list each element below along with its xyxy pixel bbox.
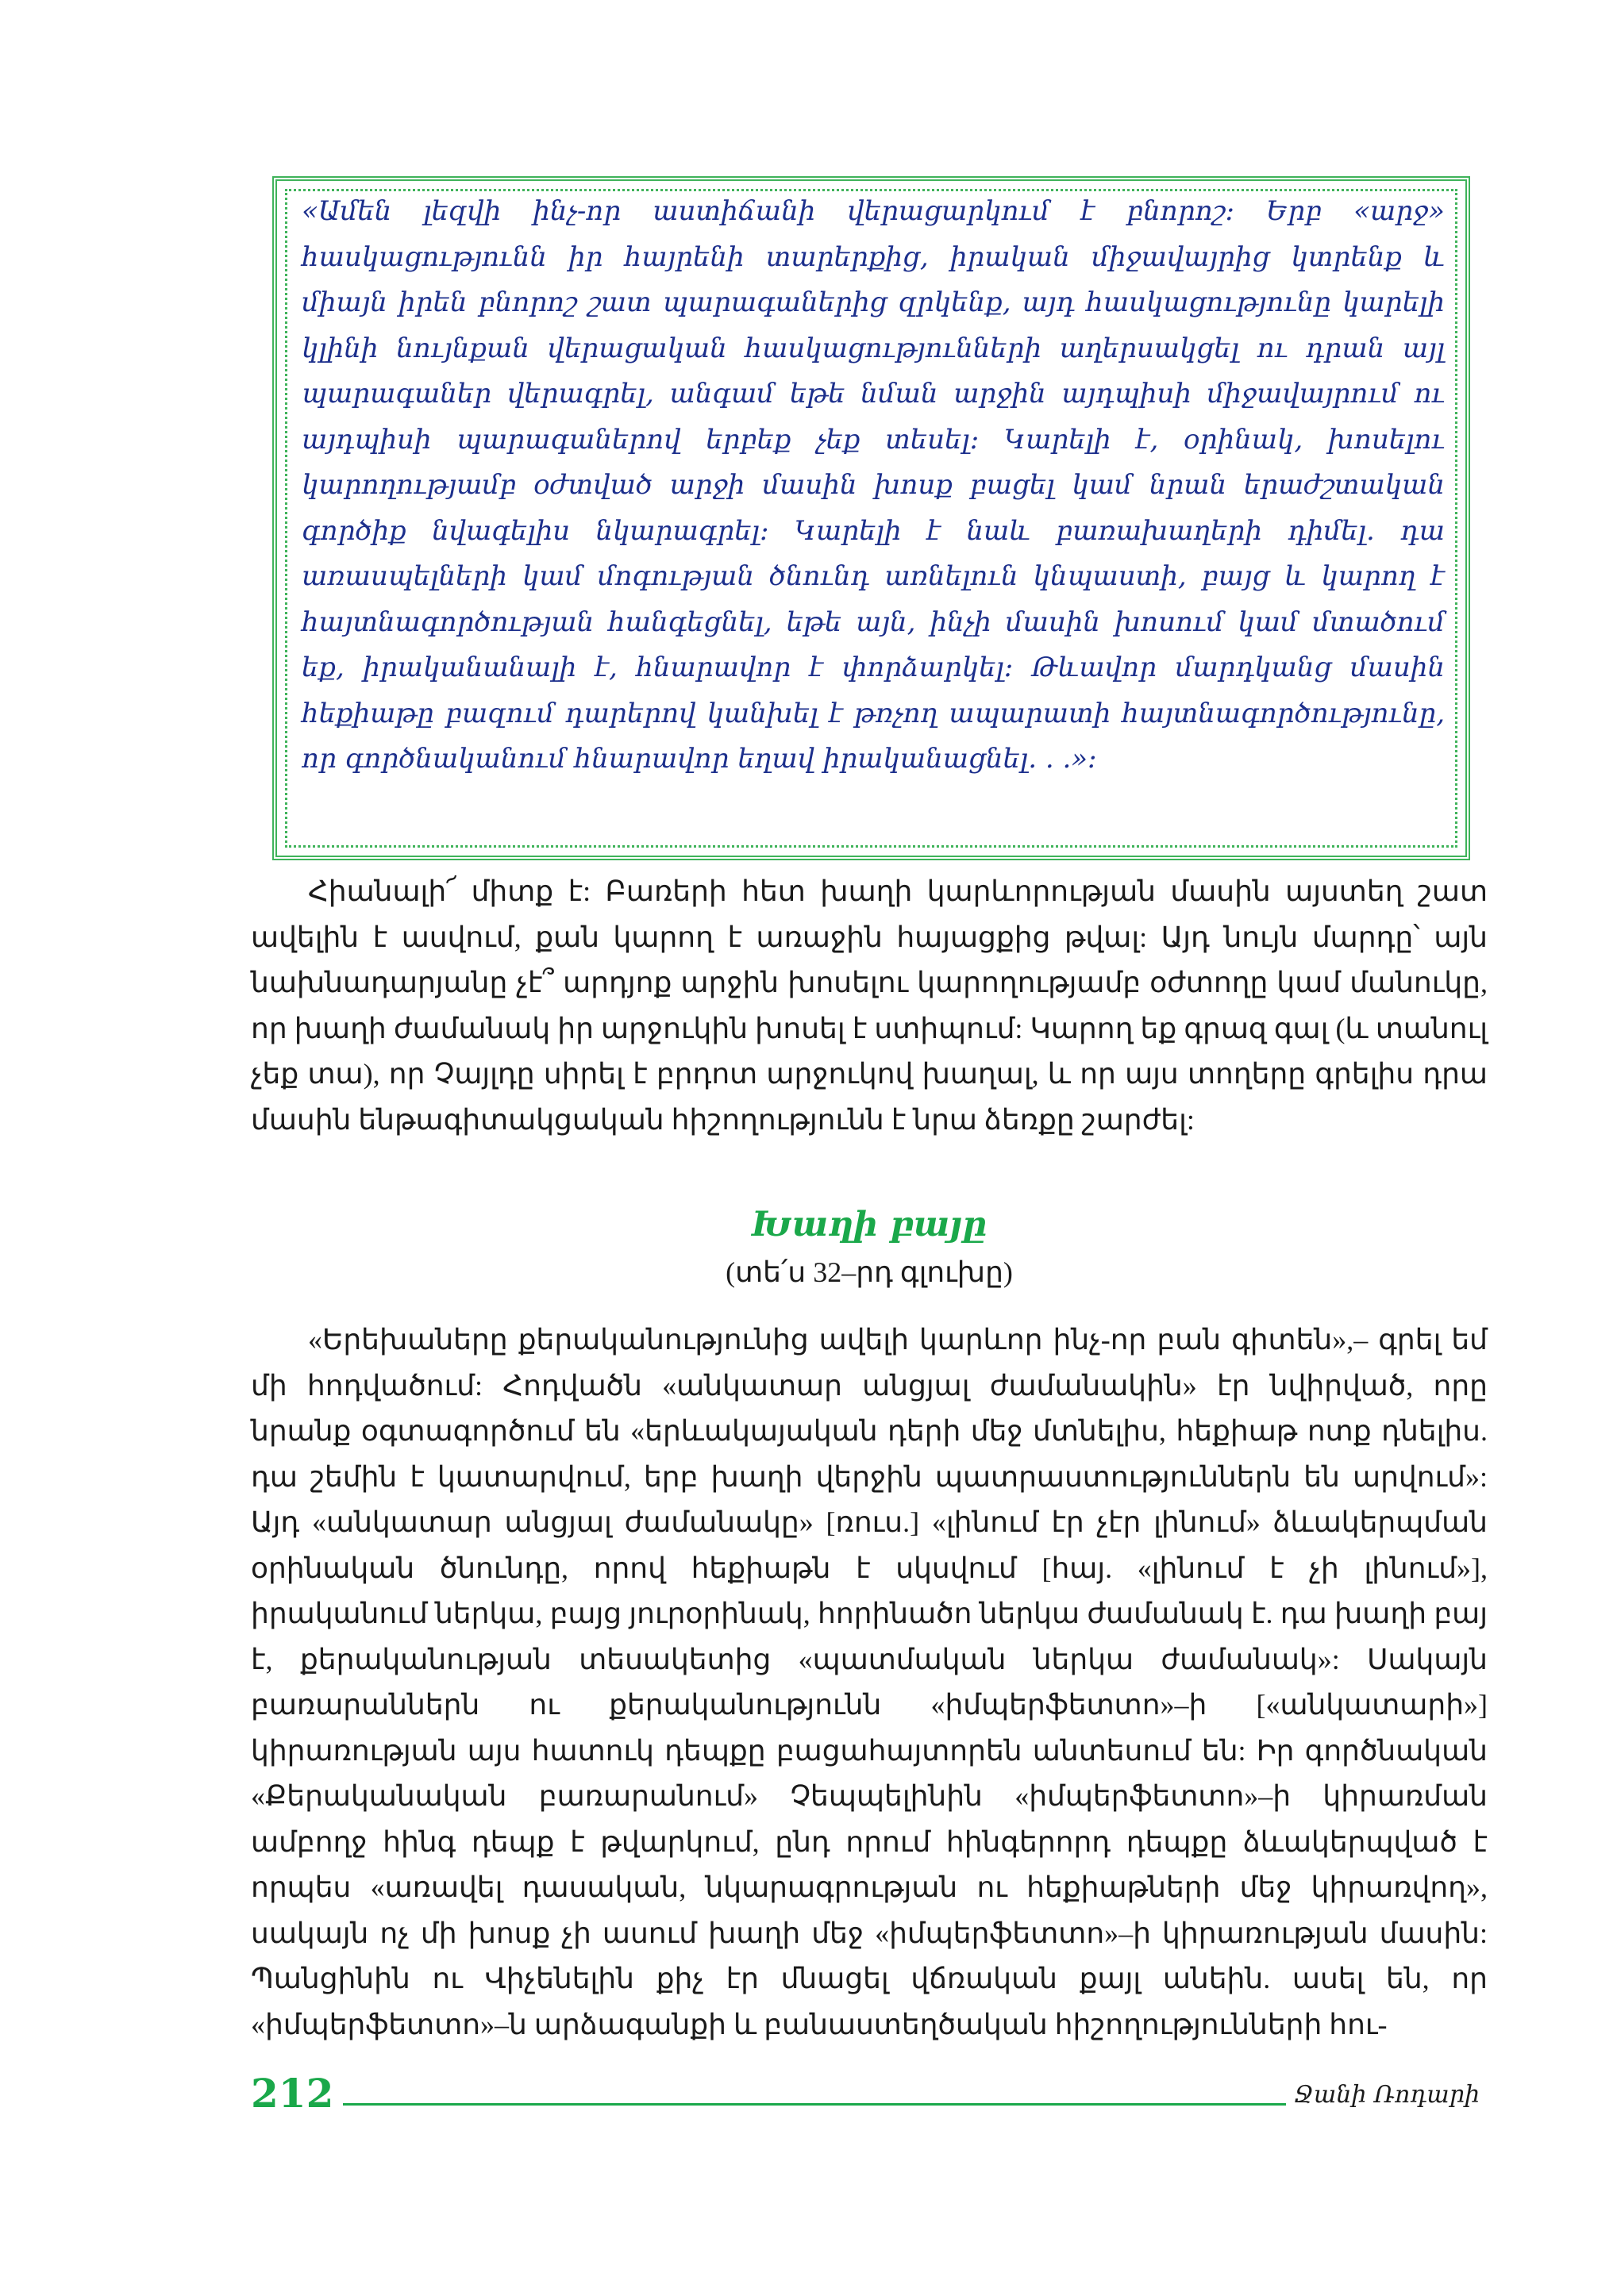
quote-text: «Ամեն լեզվի ինչ-որ աստիճանի վերացարկում է բնորոշ: Երբ «արջ» հասկացությունն իր հայրենի տարերքից, իրական միջավայրից կտրենք և միայն իրեն բնորոշ շատ պարագաներից զրկենք, այդ հասկացությունը կարելի կլինի նույնքան վերացական հասկացությունների աղերսակցել ու դրան այլ պարագաներ վերագրել, անգամ եթե նման արջին այդպիսի միջավայրում ու այդպիսի պարագաներով երբեք չեք տեսել: Կարելի է, օրինակ, խոսելու կարողությամբ օժտված արջի մասին խոսք բացել կամ նրան երաժշտական գործիք նվագելիս նկարագրել: Կարելի է նաև բառախաղերի դիմել. դա առասպելների կամ մոգության ծնունդ առնելուն կնպաստի, բայց և կարող է հայտնագործության հանգեցնել, եթե այն, ինչի մասին խոսում կամ մտածում եք, իրականանալի է, հնարավոր է փորձարկել: Թևավոր մարդկանց մասին հեքիաթը բազում դարերով կանխել է թռչող ապարատի հայտնագործությունը, որ գործնականում հնարավոր եղավ իրականացնել. . .»: — [302, 195, 1445, 775]
section-subtitle: (տե՛ս 32–րդ գլուխը) — [726, 1256, 1013, 1288]
body-paragraph: «Երեխաները քերականությունից ավելի կարևոր ինչ-որ բան գիտեն»,– գրել եմ մի հոդվածում: Հոդվածն «անկատար անցյալ ժամանակին» էր նվիրված, որը նրանք օգտագործում են «երևակայական դերի մեջ մտնելիս, հեքիաթ ոտք դնելիս. դա շեմին է կատարվում, երբ խաղի վերջին պատրաստություններն են արվում»: Այդ «անկատար անցյալ ժամանակը» [ռուս.] «լինում էր չէր լինում» ձևակերպման օրինական ծնունդը, որով հեքիաթն է սկսվում [հայ. «լինում է չի լինում»], իրականում ներկա, բայց յուրօրինակ, հորինածո ներկա ժամանակ է. դա խաղի բայ է, քերականության տեսակետից «պատմական ներկա ժամանակ»: Սակայն բառարաններն ու քերականությունն «իմպերֆետտո»–ի [«անկատարի»] կիրառության այս հատուկ դեպքը բացահայտորեն անտեսում են: Իր գործնական «Քերականական բառարանում» Չեպպելինին «իմպերֆետտո»–ի կիրառման ամբողջ հինգ դեպք է թվարկում, ընդ որում հինգերորդ դեպքը ձևակերպված է որպես «առավել դասական, նկարագրության ու հեքիաթների մեջ կիրառվող», սակայն ոչ մի խոսք չի ասում խաղի մեջ «իմպերֆետտո»–ի կիրառության մասին: Պանցինին ու Վիչենելին քիչ էր մնացել վճռական քայլ անեին. ասել են, որ «իմպերֆետտո»–ն արձագանքի և բանաստեղծական հիշողությունների հու- — [251, 1324, 1488, 2040]
body-paragraph: Հիանալի՜ միտք է: Բառերի հետ խաղի կարևորության մասին այստեղ շատ ավելին է ասվում, քան կարող է առաջին հայացքից թվալ: Այդ նույն մարդը՝ այն նախնադարյանը չէ՞ արդյոք արջին խոսելու կարողությամբ օժտողը կամ մանուկը, որ խաղի ժամանակ իր արջուկին խոսել է ստիպում: Կարող եք գրազ գալ (և տանուլ չեք տա), որ Չայլդը սիրել է բրդոտ արջուկով խաղալ, և որ այս տողերը գրելիս դրա մասին ենթագիտակցական հիշողությունն է նրա ձեռքը շարժել: — [251, 875, 1488, 1136]
footer-divider — [343, 2103, 1286, 2106]
section-title: Խաղի բայը — [751, 1205, 988, 1244]
running-footer-author: Ջանի Ռոդարի — [1294, 2081, 1480, 2109]
page-number: 212 — [251, 2070, 334, 2117]
